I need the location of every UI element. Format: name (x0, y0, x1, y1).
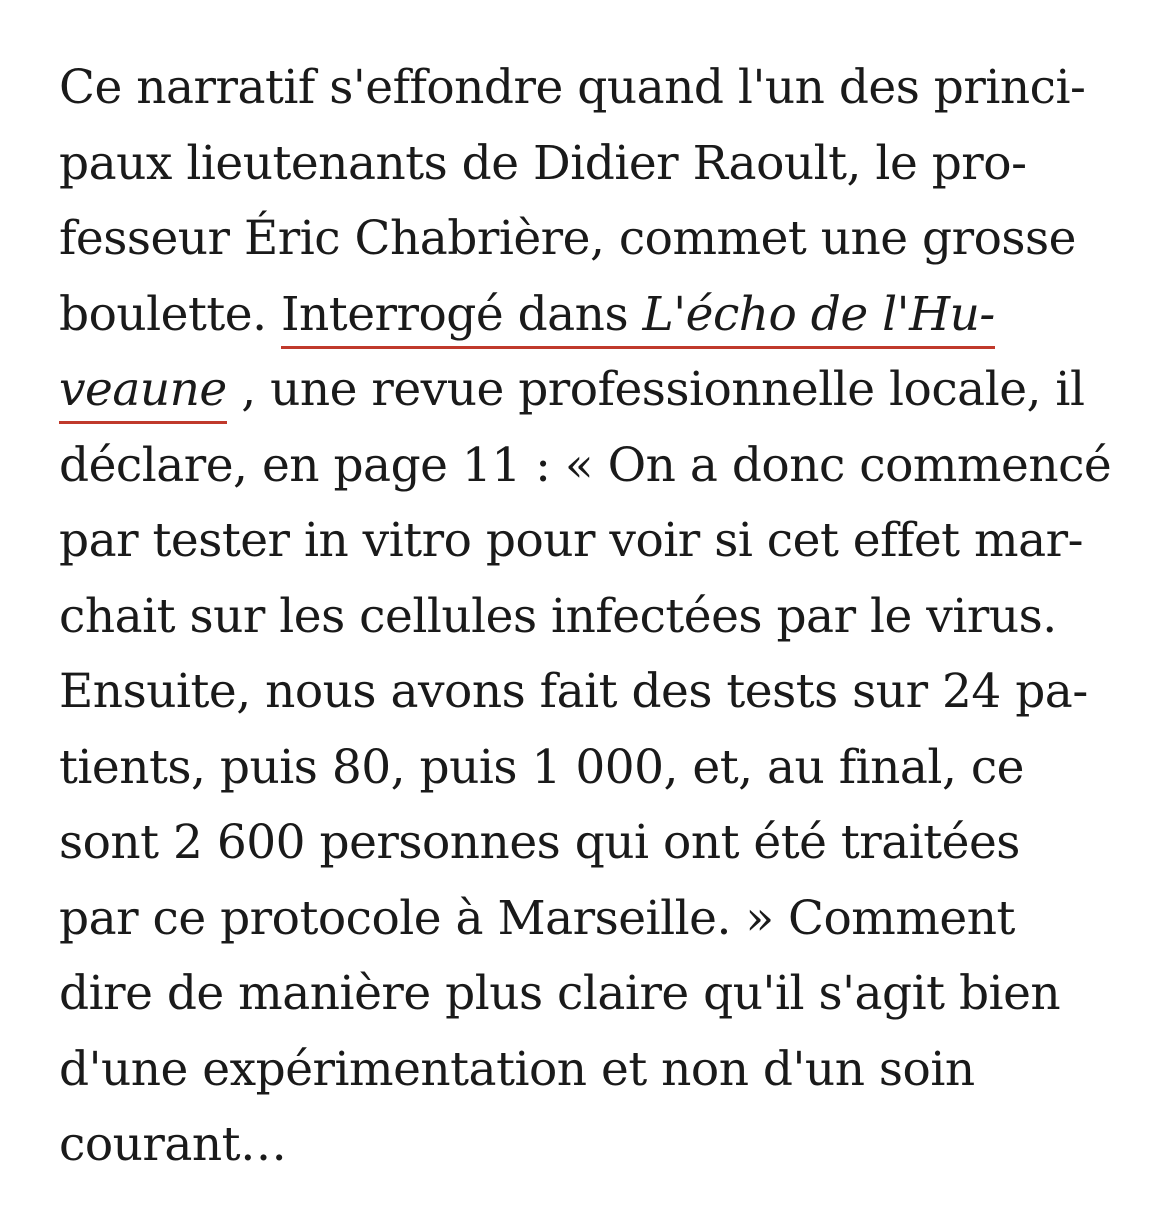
text-line: Ce narratif s'effondre quand l'un des princi- (59, 60, 1086, 115)
text-line: dire de manière plus claire qu'il s'agit bien (59, 966, 1061, 1021)
text-line: fesseur Éric Chabrière, commet une grosse (59, 211, 1076, 266)
text-line: courant… (59, 1117, 287, 1172)
text-line: Ensuite, nous avons fait des tests sur 24 pa- (59, 664, 1088, 719)
text-line: paux lieutenants de Didier Raoult, le pro- (59, 135, 1027, 191)
text-line: sont 2 600 personnes qui ont été traitées (59, 815, 1020, 870)
text-line: d'une expérimentation et non d'un soin (59, 1041, 975, 1097)
article-link-echo-huveaune-continued[interactable]: veaune (59, 362, 227, 424)
text-fragment: , une revue professionnelle locale, il (226, 362, 1085, 417)
text-line: par tester in vitro pour voir si cet effet mar- (59, 513, 1083, 568)
text-line: par ce protocole à Marseille. » Comment (59, 890, 1015, 946)
link-text: Interrogé dans (280, 286, 643, 342)
article-link-echo-huveaune[interactable] (281, 287, 995, 349)
text-line (59, 277, 1139, 353)
text-line: tients, puis 80, puis 1 000, et, au final, ce (59, 739, 1024, 795)
link-publication-title: L'écho de l'Hu- (642, 286, 995, 342)
text-line: chait sur les cellules infectées par le virus. (59, 588, 1057, 644)
text-fragment: boulette. (59, 286, 281, 342)
article-paragraph (59, 50, 1139, 1183)
text-line: déclare, en page 11 : « On a donc commencé (59, 437, 1112, 493)
text-line (59, 352, 1139, 428)
